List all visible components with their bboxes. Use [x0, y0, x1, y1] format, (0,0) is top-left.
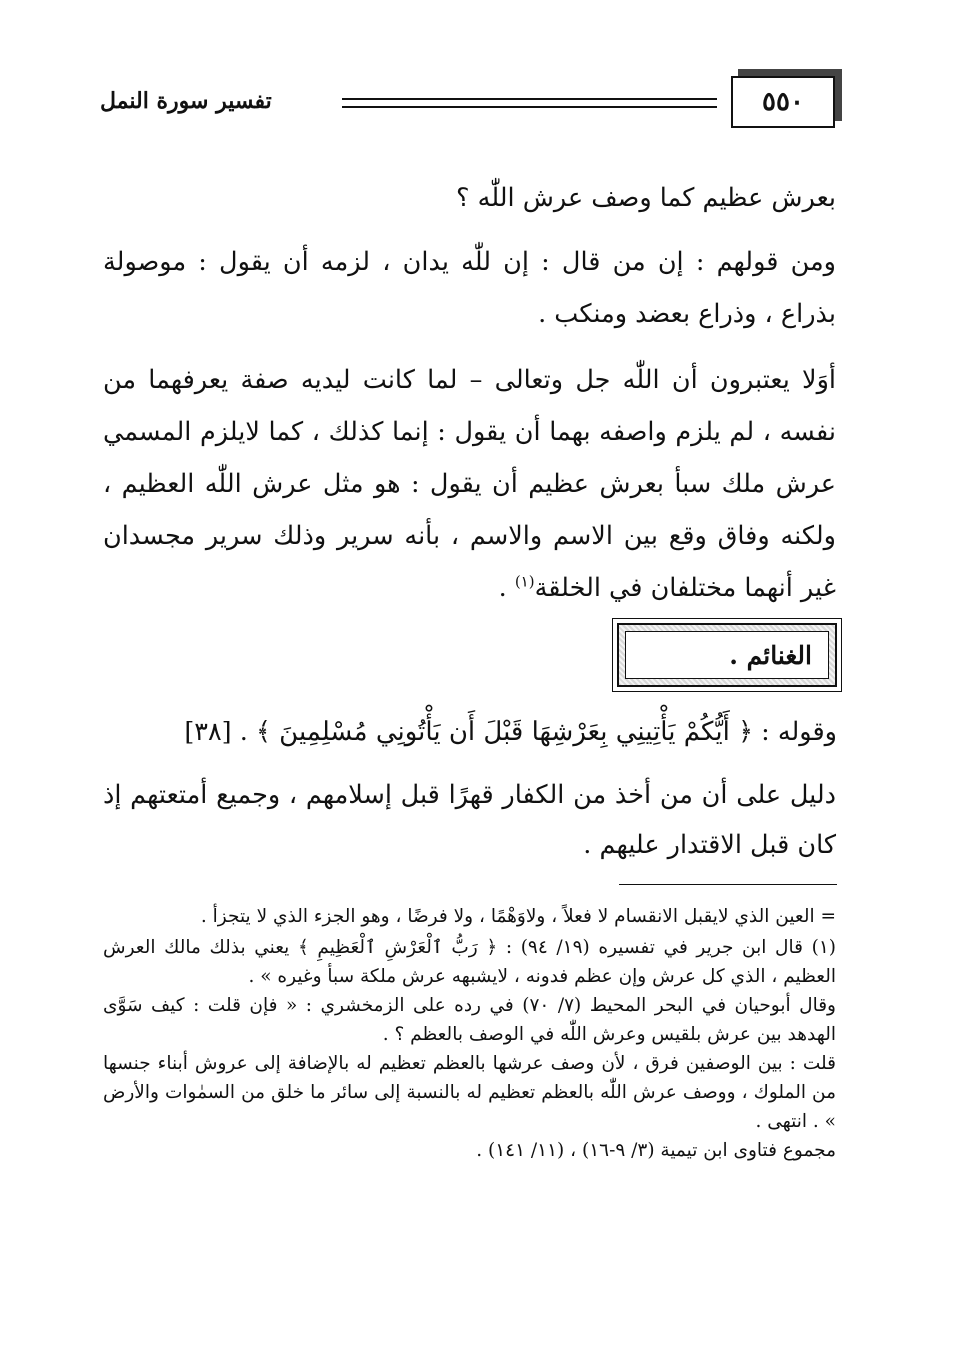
footnote-1 [103, 933, 836, 991]
footnote-1-para-4: مجموع فتاوى ابن تيمية (٣/ ٩-١٦) ، (١١/ ١٤١) . [476, 1140, 836, 1161]
paragraph-3-end: . [498, 573, 515, 603]
footnote-1-para-2: وقال أبوحيان في البحر المحيط (٧/ ٧٠) في رده على الزمخشري : « فإن قلت : كيف سَوَّى الهدهد بين عرش بلقيس وعرش اللّٰه في الوصف بالعظم ؟ . [103, 995, 836, 1045]
section-heading-box [617, 623, 837, 687]
paragraph-3-text: أوَلا يعتبرون أن اللّٰه جل وتعالى – لما كانت ليديه صفة يعرفهما من نفسه ، لم يلزم واصفه بهما أن يقول : إنما كذلك ، كما لايلزم المسمي عرش ملك سبأ بعرش عظيم أن يقول : هو مثل عرش اللّٰه العظيم ، ولكنه وفاق وقع بين الاسم والاسم ، بأنه سرير وذلك سرير مجسدان غير أنهما مختلفان في الخلقة [103, 365, 836, 603]
header-rule [342, 98, 717, 108]
quran-verse: أَيُّكُمْ يَأْتِينِي بِعَرْشِهَا قَبْلَ أَن يَأْتُونِي مُسْلِمِينَ [270, 717, 739, 747]
paragraph-1: بعرش عظيم كما وصف عرش اللّٰه ؟ [456, 183, 836, 213]
page-number: ٥٥٠ [762, 87, 804, 117]
running-title: تفسير سورة النمل [100, 88, 272, 114]
footnote-continuation: = العين الذي لايقبل الانقسام لا فعلاً ، ولاوَهْمًا ، ولا فرضًا ، وهو الجزء الذي لا يتجزأ . [200, 906, 836, 927]
page-number-box [731, 76, 835, 128]
paragraph-3 [103, 354, 836, 614]
page-header [100, 58, 835, 133]
footnote-ref-1[interactable]: (١) [514, 572, 535, 591]
commentary-text [103, 770, 836, 870]
footnote-1-para-3: قلت : بين الوصفين فرق ، لأن وصف عرشها بالعظم تعظيم له بالإضافة إلى عروش أبناء جنسها من الملوك ، ووصف عرش اللّٰه بالعظم تعظيم له بالنسبة إلى سائر ما خلق من السمٰوات والأرض » . انتهى . [103, 1053, 836, 1132]
verse-reference: ﴾ . [٣٨] [184, 717, 271, 747]
commentary-paragraph: دليل على أن من أخذ من الكفار قهرًا قبل إسلامهم ، وجميع أمتعتهم إذ كان قبل الاقتدار عليهم . [103, 780, 836, 860]
verse-line [118, 708, 837, 756]
footnotes [103, 902, 836, 1165]
main-text [103, 172, 836, 628]
paragraph-2: ومن قولهم : إن من قال : إن للّٰه يدان ، لزمه أن يقول : موصولة بذراع ، وذراع بعضد ومنكب . [103, 247, 836, 329]
section-heading: الغنائم . [625, 631, 829, 679]
footnote-1-text: قال ابن جرير في تفسيره (١٩/ ٩٤) : ﴿ رَبُّ ٱلْعَرْشِ ٱلْعَظِيمِ ﴾ يعني بذلك مالك العرش العظيم ، الذي كل عرش وإن عظم فدونه ، لايشبهه عرش ملكة سبأ وغيره » . [103, 937, 836, 987]
footnote-1-marker: (١) [811, 937, 836, 958]
footnote-separator [619, 884, 837, 885]
verse-intro: وقوله : ﴿ [738, 717, 837, 747]
